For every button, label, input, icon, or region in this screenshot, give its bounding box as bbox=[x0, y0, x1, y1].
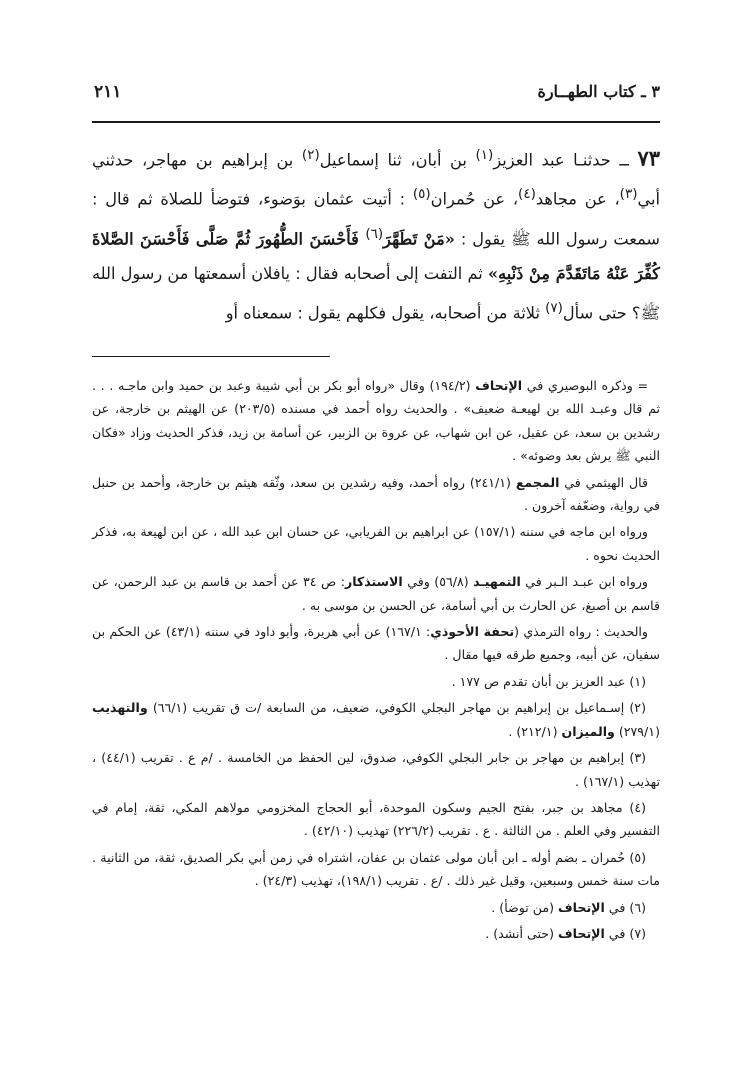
footnote-ref: (٥) bbox=[412, 186, 431, 203]
footnote-ref: (٤) bbox=[518, 186, 536, 203]
note-text: (٢) إسـماعيل بن إبراهيم بن مهاجر البجلي الكوفي، ضعيف، من السابعة /ت ق تقريب (٦٦/١) bbox=[147, 700, 646, 716]
note-paragraph bbox=[92, 520, 660, 567]
note-paragraph bbox=[92, 471, 660, 518]
footnote-4 bbox=[92, 796, 660, 843]
text-segment: ، عن حُمران bbox=[430, 189, 519, 209]
source-title: التمهيـد bbox=[473, 574, 521, 590]
hadith-number: ٧٣ bbox=[637, 145, 660, 171]
note-text: قال الهيثمي في bbox=[559, 474, 649, 490]
note-text: : ص ٣٤ عن أحمد بن قاسم بن عبد الرحمن، عن قاسم بن أصبغ، عن الحارث بن أبي أسامة، عن الحسن بن موسى به . bbox=[92, 574, 660, 613]
hadith-text bbox=[92, 138, 660, 331]
source-title: والميزان bbox=[561, 723, 615, 739]
footnote-ref: (٧) bbox=[545, 300, 563, 317]
source-title: الإتحاف bbox=[558, 925, 605, 941]
note-text: = وذكره البوصيري في bbox=[522, 378, 648, 393]
text-segment: ــ حدثنـا عبد العزيز bbox=[493, 150, 638, 170]
source-title: الإتحاف bbox=[558, 899, 605, 915]
note-text: (١) عبد العزيز بن أبان تقدم ص ١٧٧ . bbox=[451, 673, 646, 689]
note-text: ورواه ابن عبـد الـبر في bbox=[520, 574, 648, 590]
note-text: (٤) مجاهد بن جبر، بفتح الجيم وسكون الموحدة، أبو الحجاج المخزومي مولاهم المكي، ثقة، إمام في التفسير وفي العلم . من الثالثة . ع . تقريب (٢٢٦/٢) تهذيب (٤٢/١٠) . bbox=[92, 799, 660, 839]
footnote-7 bbox=[92, 922, 660, 945]
footnote-separator bbox=[92, 356, 330, 357]
note-text: (٢١٢/١) . bbox=[508, 723, 562, 739]
text-segment: بن أبان، ثنا إسماعيل bbox=[319, 150, 476, 170]
footnote-3 bbox=[92, 746, 660, 793]
page-number: ٢١١ bbox=[94, 82, 122, 102]
source-title: والتهذيب bbox=[92, 700, 148, 716]
note-text: (١٩٤/٢) وقال «رواه أبو بكر بن أبي شيبة وعبد بن حميد وابن ماجـه . . . ثم قال وعبـد الله بن لهيعـة ضعيف» . والحديث رواه أحمد في مسنده (٢٠٣/٥) عن الهيثم بن خارجة، عن رشدين بن سعد، عن عقيل، عن ابن شهاب، عن عروة بن الزبير، عن أسامة بن زيد، فذكر الحديث وزاد «فكان النبي ﷺ يرش بعد وضوئه» . bbox=[92, 378, 661, 464]
footnotes bbox=[92, 374, 660, 948]
note-text: (٢٤١/١) رواه أحمد، وفيه رشدين بن سعد، وثّقه هيثم بن خارجة، وأحمد بن حنبل في رواية، وضعّفه آخرون . bbox=[92, 474, 660, 514]
prophetic-quote: «مَنْ تَطَهَّرَ bbox=[383, 229, 455, 249]
note-text: (٦) في bbox=[604, 899, 646, 915]
note-text: (٥٦/٨) وفي bbox=[402, 574, 474, 590]
text-segment: ، عن مجاهد bbox=[535, 189, 620, 209]
note-text: ورواه ابن ماجه في سننه (١٥٧/١) عن ابراهيم بن الفريابي، عن حسان ابن عبد الله ، عن ابن لهيعة به، فذكر الحديث نحوه . bbox=[92, 524, 660, 563]
note-text: : ١٦٧/١) عن أبي هريرة، وأبو داود في سننه (٤٣/١) عن الحكم بن سفيان، عن أبيه، وجميع طرقه فيها مقال . bbox=[92, 624, 660, 663]
source-title: الإتحاف bbox=[475, 378, 523, 393]
source-title: تحفة الأحوذي bbox=[430, 624, 515, 640]
text-segment: بن إبراهيم بن مهاجر، حدثني أبي bbox=[92, 150, 660, 209]
note-text: (حتى أنشد) . bbox=[485, 925, 559, 941]
note-text: (٧) في bbox=[604, 925, 646, 941]
footnote-ref: (٦) bbox=[365, 225, 384, 242]
footnote-ref: (٢) bbox=[301, 147, 320, 163]
note-text: (من توضأ) . bbox=[491, 899, 559, 915]
footnote-1 bbox=[92, 670, 660, 693]
note-text: (٥) حُمران ـ بضم أوله ـ ابن أبان مولى عثمان بن عفان، اشتراه في زمن أبي بكر الصديق، ثقة، من الثانية . مات سنة خمس وسبعين، وقيل غير ذلك . /ع . تقريب (١٩٨/١)، تهذيب (٢٤/٣) . bbox=[92, 849, 660, 889]
footnote-5 bbox=[92, 846, 660, 893]
source-title: المجمع bbox=[515, 474, 560, 490]
footnote-ref: (١) bbox=[475, 147, 494, 163]
text-segment: : أتيت عثمان بوَضوء، فتوضأ للصلاة ثم قال : سمعت رسول الله ﷺ يقول : bbox=[92, 189, 660, 249]
prophetic-quote: فَأَحْسَنَ الطُّهُورَ ثُمَّ صَلَّى فَأَحْسَنَ الصَّلاةَ كُفِّرَ عَنْهُ مَاتَقَدَّمَ مِنْ ذَنْبِهِ» bbox=[92, 229, 660, 284]
note-text: (٣) إبراهيم بن مهاجر بن جابر البجلي الكوفي، صدوق، لين الحفظ من الخامسة . /م ع . تقريب (٤٤/١) ، تهذيب (١٦٧/١) . bbox=[92, 750, 660, 789]
header-rule bbox=[92, 121, 660, 123]
footnote-6 bbox=[92, 896, 660, 919]
note-paragraph bbox=[92, 374, 660, 468]
note-paragraph bbox=[92, 570, 660, 617]
page-header bbox=[92, 78, 660, 106]
running-title: ٣ ـ كتاب الطهــارة bbox=[537, 82, 660, 101]
source-title: الاستذكار bbox=[344, 574, 403, 590]
book-page bbox=[92, 78, 661, 941]
text-segment: ثلاثة من أصحابه، يقول فكلهم يقول : سمعناه أو bbox=[225, 303, 546, 323]
note-paragraph bbox=[92, 620, 660, 667]
text-segment: ثم التفت إلى أصحابه فقال : يافلان أسمعتها من رسول الله ﷺ؟ حتى سأل bbox=[92, 264, 660, 323]
note-text: (٢٧٩/١) bbox=[614, 723, 660, 739]
footnote-ref: (٣) bbox=[619, 186, 638, 203]
note-text: والحديث : رواه الترمذي ( bbox=[514, 624, 648, 640]
footnote-2 bbox=[92, 696, 660, 743]
